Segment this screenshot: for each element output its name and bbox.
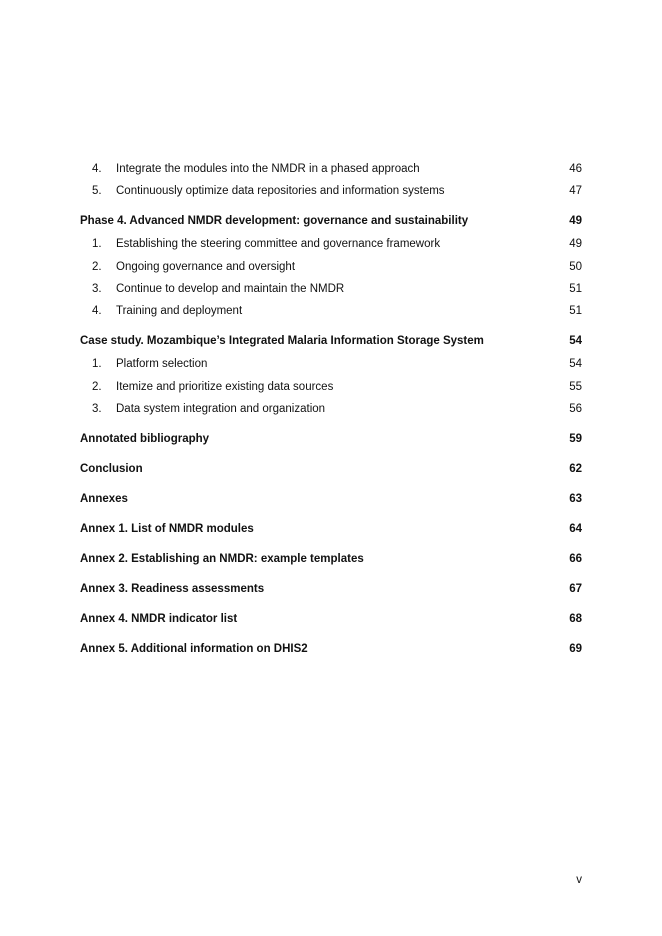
toc-heading-title: Conclusion bbox=[80, 463, 143, 475]
toc-entry-title: Itemize and prioritize existing data sources bbox=[116, 381, 334, 393]
toc-entry-number: 2. bbox=[92, 381, 102, 393]
toc-heading-title: Annex 5. Additional information on DHIS2 bbox=[80, 643, 308, 655]
toc-heading-page: 63 bbox=[569, 493, 582, 505]
toc-entry-title: Training and deployment bbox=[116, 305, 243, 317]
toc-heading-page: 66 bbox=[569, 553, 582, 565]
toc-heading-title: Annex 4. NMDR indicator list bbox=[80, 613, 238, 625]
toc-entry-page: 50 bbox=[569, 261, 582, 273]
toc-entry-page: 54 bbox=[569, 358, 582, 370]
toc-entry-page: 55 bbox=[569, 381, 582, 393]
toc-entry[interactable] bbox=[80, 401, 582, 417]
toc-heading-page: 59 bbox=[569, 433, 582, 445]
toc-entry[interactable] bbox=[80, 236, 582, 252]
toc-heading-title: Annexes bbox=[80, 493, 128, 505]
toc-entry-title: Continue to develop and maintain the NMDR bbox=[116, 283, 345, 295]
toc-heading-title: Annex 1. List of NMDR modules bbox=[80, 523, 254, 535]
toc-entry-number: 2. bbox=[92, 261, 102, 273]
toc-entry-title: Ongoing governance and oversight bbox=[116, 261, 296, 273]
toc-section-heading[interactable] bbox=[80, 551, 582, 567]
toc-entry[interactable] bbox=[80, 379, 582, 395]
toc-entry[interactable] bbox=[80, 356, 582, 372]
toc-heading-page: 62 bbox=[569, 463, 582, 475]
toc-heading-title: Case study. Mozambique’s Integrated Malaria Information Storage System bbox=[80, 335, 484, 347]
toc-section-heading[interactable] bbox=[80, 581, 582, 597]
toc-entry[interactable] bbox=[80, 303, 582, 319]
toc-entry-number: 1. bbox=[92, 358, 102, 370]
toc-heading-title: Annex 2. Establishing an NMDR: example templates bbox=[80, 553, 364, 565]
toc-section-heading[interactable] bbox=[80, 431, 582, 447]
toc-entry[interactable] bbox=[80, 281, 582, 297]
toc-section-heading[interactable] bbox=[80, 333, 582, 349]
toc-entry-number: 5. bbox=[92, 185, 102, 197]
toc-entry-number: 4. bbox=[92, 305, 102, 317]
toc-heading-title: Phase 4. Advanced NMDR development: governance and sustainability bbox=[80, 215, 469, 227]
toc-heading-page: 64 bbox=[569, 523, 582, 535]
toc-entry-title: Platform selection bbox=[116, 358, 208, 370]
toc-entry-number: 3. bbox=[92, 283, 102, 295]
toc-section-heading[interactable] bbox=[80, 611, 582, 627]
toc-entry-title: Data system integration and organization bbox=[116, 403, 326, 415]
toc-entry[interactable] bbox=[80, 183, 582, 199]
toc-section-heading[interactable] bbox=[80, 213, 582, 229]
toc-entry-title: Establishing the steering committee and governance framework bbox=[116, 238, 441, 250]
toc-entry-title: Integrate the modules into the NMDR in a phased approach bbox=[116, 163, 420, 175]
toc-section-heading[interactable] bbox=[80, 461, 582, 477]
toc-heading-page: 54 bbox=[569, 335, 582, 347]
toc-section-heading[interactable] bbox=[80, 641, 582, 657]
toc-section-heading[interactable] bbox=[80, 491, 582, 507]
toc-entry-number: 4. bbox=[92, 163, 102, 175]
toc-section-heading[interactable] bbox=[80, 521, 582, 537]
toc-heading-page: 49 bbox=[569, 215, 582, 227]
toc-entry[interactable] bbox=[80, 161, 582, 177]
toc-entry-page: 56 bbox=[569, 403, 582, 415]
toc-entry-page: 46 bbox=[569, 163, 582, 175]
page-number: v bbox=[576, 874, 582, 886]
toc-entry-page: 51 bbox=[569, 283, 582, 295]
toc-entry-page: 51 bbox=[569, 305, 582, 317]
toc-heading-page: 69 bbox=[569, 643, 582, 655]
toc-entry-page: 49 bbox=[569, 238, 582, 250]
toc-heading-page: 68 bbox=[569, 613, 582, 625]
toc-heading-title: Annex 3. Readiness assessments bbox=[80, 583, 265, 595]
toc-entry-page: 47 bbox=[569, 185, 582, 197]
toc-entry-number: 3. bbox=[92, 403, 102, 415]
toc-heading-page: 67 bbox=[569, 583, 582, 595]
toc-entry[interactable] bbox=[80, 259, 582, 275]
toc-heading-title: Annotated bibliography bbox=[80, 433, 210, 445]
toc-entry-title: Continuously optimize data repositories and information systems bbox=[116, 185, 445, 197]
toc-entry-number: 1. bbox=[92, 238, 102, 250]
